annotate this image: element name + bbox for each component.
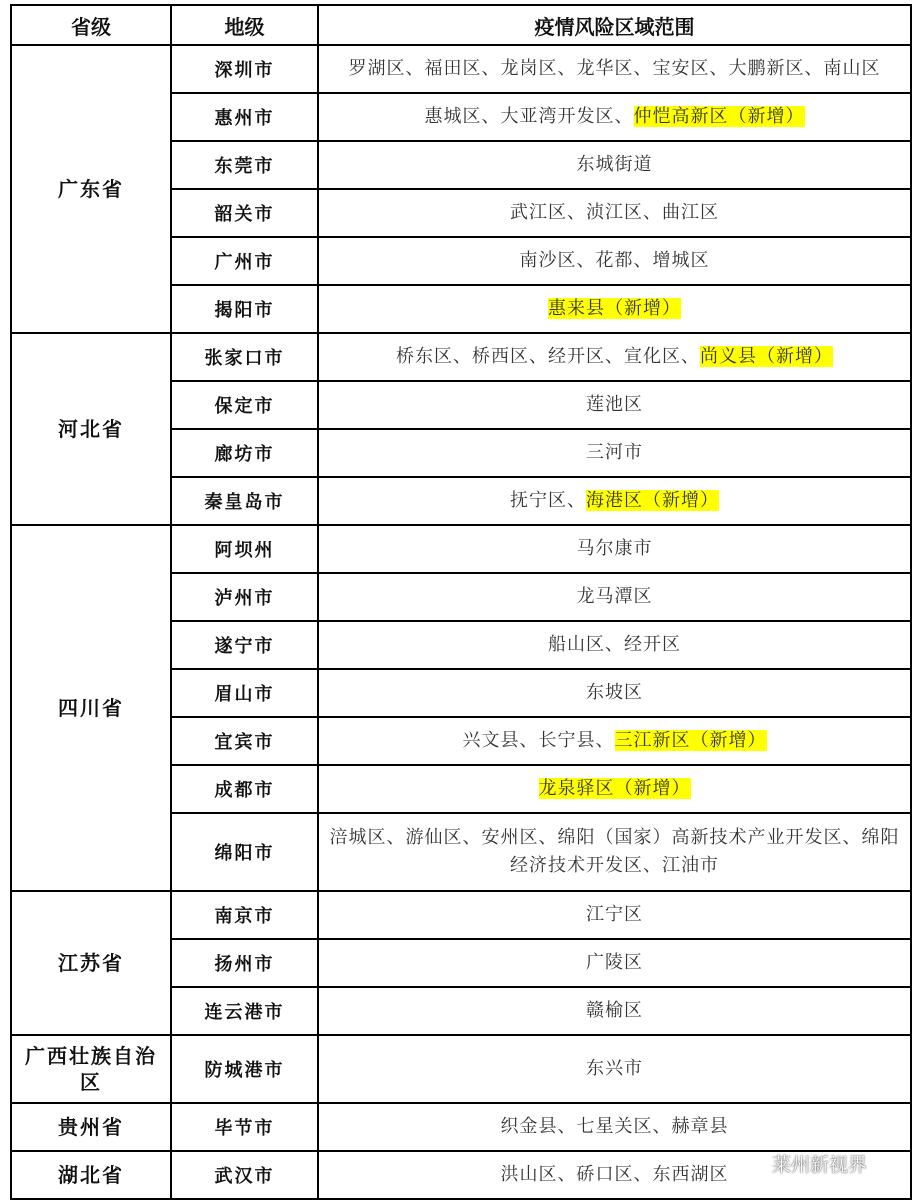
area-text: 龙马潭区 (576, 586, 653, 607)
table-row (11, 891, 911, 939)
table-body (11, 45, 911, 1199)
header-area: 疫情风险区域范围 (318, 5, 911, 45)
header-city: 地级 (171, 5, 318, 45)
area-cell (318, 189, 911, 237)
area-text: 兴文县、长宁县、 (462, 730, 615, 751)
area-text: 三河市 (586, 442, 643, 463)
new-area-highlight: 三江新区（新增） (614, 730, 767, 751)
city-cell: 深圳市 (171, 45, 318, 93)
area-text: 涪城区、游仙区、安州区、绵阳（国家）高新技术产业开发区、绵阳经济技术开发区、江油市 (329, 827, 900, 876)
area-text: 洪山区、硚口区、东西湖区 (500, 1164, 729, 1185)
area-cell (318, 237, 911, 285)
city-cell: 宜宾市 (171, 717, 318, 765)
area-text: 赣榆区 (586, 1000, 643, 1021)
table-row (11, 333, 911, 381)
city-cell: 南京市 (171, 891, 318, 939)
area-text: 船山区、经开区 (548, 634, 681, 655)
area-cell (318, 891, 911, 939)
province-cell: 河北省 (11, 333, 171, 525)
city-cell: 连云港市 (171, 987, 318, 1035)
area-cell (318, 141, 911, 189)
city-cell: 眉山市 (171, 669, 318, 717)
city-cell: 廊坊市 (171, 429, 318, 477)
city-cell: 绵阳市 (171, 813, 318, 891)
city-cell: 保定市 (171, 381, 318, 429)
area-cell (318, 1035, 911, 1103)
city-cell: 武汉市 (171, 1151, 318, 1199)
new-area-highlight: 惠来县（新增） (548, 298, 681, 319)
area-cell (318, 333, 911, 381)
risk-area-table (10, 4, 912, 1200)
area-cell (318, 813, 911, 891)
area-cell (318, 939, 911, 987)
city-cell: 揭阳市 (171, 285, 318, 333)
area-text: 南沙区、花都、增城区 (519, 250, 710, 271)
table-row (11, 525, 911, 573)
city-cell: 张家口市 (171, 333, 318, 381)
city-cell: 秦皇岛市 (171, 477, 318, 525)
area-cell (318, 525, 911, 573)
header-province: 省级 (11, 5, 171, 45)
city-cell: 扬州市 (171, 939, 318, 987)
province-cell: 贵州省 (11, 1103, 171, 1151)
province-cell: 广西壮族自治区 (11, 1035, 171, 1103)
area-cell (318, 45, 911, 93)
area-text: 莲池区 (586, 394, 643, 415)
province-cell: 四川省 (11, 525, 171, 891)
city-cell: 毕节市 (171, 1103, 318, 1151)
area-cell (318, 717, 911, 765)
area-cell (318, 429, 911, 477)
area-text: 广陵区 (586, 952, 643, 973)
area-cell (318, 573, 911, 621)
province-cell: 广东省 (11, 45, 171, 333)
city-cell: 遂宁市 (171, 621, 318, 669)
area-cell (318, 477, 911, 525)
area-text: 江宁区 (586, 904, 643, 925)
city-cell: 阿坝州 (171, 525, 318, 573)
new-area-highlight: 海港区（新增） (586, 490, 719, 511)
table-row (11, 1035, 911, 1103)
area-text: 罗湖区、福田区、龙岗区、龙华区、宝安区、大鹏新区、南山区 (348, 58, 881, 79)
area-text: 桥东区、桥西区、经开区、宣化区、 (396, 346, 700, 367)
area-text: 马尔康市 (576, 538, 653, 559)
city-cell: 泸州市 (171, 573, 318, 621)
table-row (11, 1103, 911, 1151)
city-cell: 韶关市 (171, 189, 318, 237)
area-cell (318, 1103, 911, 1151)
area-text: 织金县、七星关区、赫章县 (500, 1116, 729, 1137)
area-text: 抚宁区、 (510, 490, 586, 511)
city-cell: 惠州市 (171, 93, 318, 141)
header-row (11, 5, 911, 45)
table-row (11, 45, 911, 93)
province-cell: 湖北省 (11, 1151, 171, 1199)
area-cell (318, 93, 911, 141)
wechat-icon (740, 1153, 766, 1175)
watermark-text: 莱州新视界 (772, 1154, 868, 1176)
area-text: 武江区、浈江区、曲江区 (510, 202, 719, 223)
watermark (740, 1150, 867, 1177)
area-text: 东坡区 (586, 682, 643, 703)
area-text: 惠城区、大亚湾开发区、 (424, 106, 634, 127)
area-cell (318, 987, 911, 1035)
area-cell (318, 381, 911, 429)
new-area-highlight: 尚义县（新增） (700, 346, 833, 367)
area-cell (318, 669, 911, 717)
area-text: 东城街道 (576, 154, 653, 175)
area-cell (318, 765, 911, 813)
city-cell: 广州市 (171, 237, 318, 285)
area-text: 东兴市 (586, 1058, 643, 1079)
city-cell: 成都市 (171, 765, 318, 813)
new-area-highlight: 仲恺高新区（新增） (633, 106, 805, 127)
area-cell (318, 285, 911, 333)
new-area-highlight: 龙泉驿区（新增） (538, 778, 691, 799)
city-cell: 防城港市 (171, 1035, 318, 1103)
city-cell: 东莞市 (171, 141, 318, 189)
province-cell: 江苏省 (11, 891, 171, 1035)
area-cell (318, 621, 911, 669)
